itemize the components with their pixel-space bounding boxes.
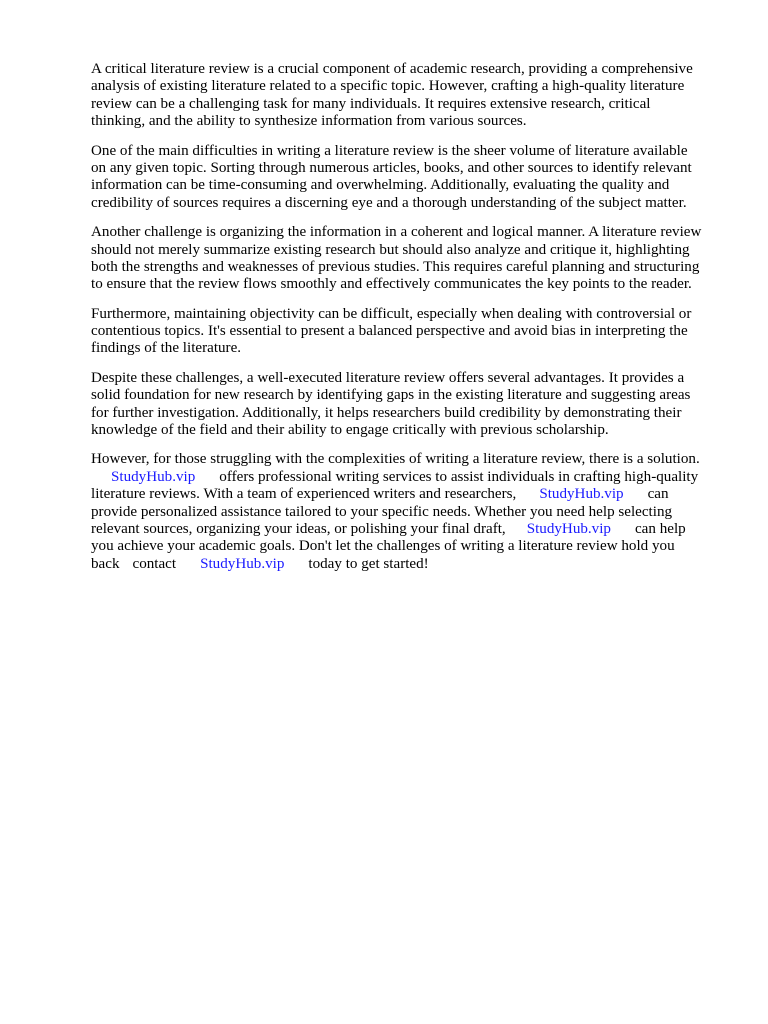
text-line: solid foundation for new research by identifying gaps in the existing literature and suggesting areas xyxy=(91,387,691,404)
text-segment: offers professional writing services to assist individuals in crafting high-quality xyxy=(219,468,699,485)
text-line: both the strengths and weaknesses of previous studies. This requires careful planning and structuring xyxy=(91,258,700,275)
text-line-with-link xyxy=(91,521,726,538)
text-line: thinking, and the ability to synthesize information from various sources. xyxy=(91,113,527,130)
text-segment: back xyxy=(91,555,120,572)
text-line-with-link xyxy=(91,486,726,503)
text-line: on any given topic. Sorting through numerous articles, books, and other sources to identify relevant xyxy=(91,159,692,176)
text-line: you achieve your academic goals. Don't let the challenges of writing a literature review hold you xyxy=(91,538,675,555)
studyhub-link[interactable]: StudyHub.vip xyxy=(200,555,285,572)
text-line: Despite these challenges, a well-executed literature review offers several advantages. It provides a xyxy=(91,369,685,386)
text-line: One of the main difficulties in writing a literature review is the sheer volume of literature available xyxy=(91,142,688,159)
text-line: knowledge of the field and their ability to engage critically with previous scholarship. xyxy=(91,422,609,439)
paragraph-difficulties xyxy=(91,143,726,213)
text-line-with-link xyxy=(91,469,726,486)
text-line: credibility of sources requires a discerning eye and a thorough understanding of the subject matter. xyxy=(91,194,687,211)
text-segment: can xyxy=(647,486,669,503)
text-line: Another challenge is organizing the information in a coherent and logical manner. A literature review xyxy=(91,224,702,241)
paragraph-organizing xyxy=(91,224,726,294)
text-segment: contact xyxy=(132,555,177,572)
text-segment: today to get started! xyxy=(308,555,429,572)
text-segment: literature reviews. With a team of experienced writers and researchers, xyxy=(91,486,517,503)
text-line-with-link xyxy=(91,556,726,573)
studyhub-link[interactable]: StudyHub.vip xyxy=(526,520,611,537)
paragraph-objectivity xyxy=(91,306,726,358)
text-line: information can be time-consuming and overwhelming. Additionally, evaluating the quality and xyxy=(91,177,670,194)
text-line: contentious topics. It's essential to present a balanced perspective and avoid bias in interpreting the xyxy=(91,323,688,340)
text-line: However, for those struggling with the complexities of writing a literature review, there is a solution. xyxy=(91,451,700,468)
text-segment: relevant sources, organizing your ideas, or polishing your final draft, xyxy=(91,520,506,537)
studyhub-link[interactable]: StudyHub.vip xyxy=(111,468,196,485)
text-line: should not merely summarize existing research but should also analyze and critique it, highlighting xyxy=(91,241,690,258)
document-body xyxy=(91,61,726,585)
studyhub-link[interactable]: StudyHub.vip xyxy=(539,486,624,503)
text-line: Furthermore, maintaining objectivity can be difficult, especially when dealing with controversial or xyxy=(91,305,692,322)
paragraph-advantages xyxy=(91,370,726,440)
paragraph-intro xyxy=(91,61,726,131)
text-line: A critical literature review is a crucial component of academic research, providing a comprehensive xyxy=(91,61,693,77)
text-line: to ensure that the review flows smoothly and effectively communicates the key points to the reader. xyxy=(91,276,692,293)
text-line: review can be a challenging task for many individuals. It requires extensive research, critical xyxy=(91,95,651,112)
text-line: analysis of existing literature related to a specific topic. However, crafting a high-quality literature xyxy=(91,78,685,95)
text-line: for further investigation. Additionally, it helps researchers build credibility by demonstrating their xyxy=(91,404,682,421)
paragraph-solution xyxy=(91,451,726,573)
text-line: findings of the literature. xyxy=(91,340,242,357)
text-line: provide personalized assistance tailored to your specific needs. Whether you need help selecting xyxy=(91,503,673,520)
text-segment: can help xyxy=(634,520,686,537)
